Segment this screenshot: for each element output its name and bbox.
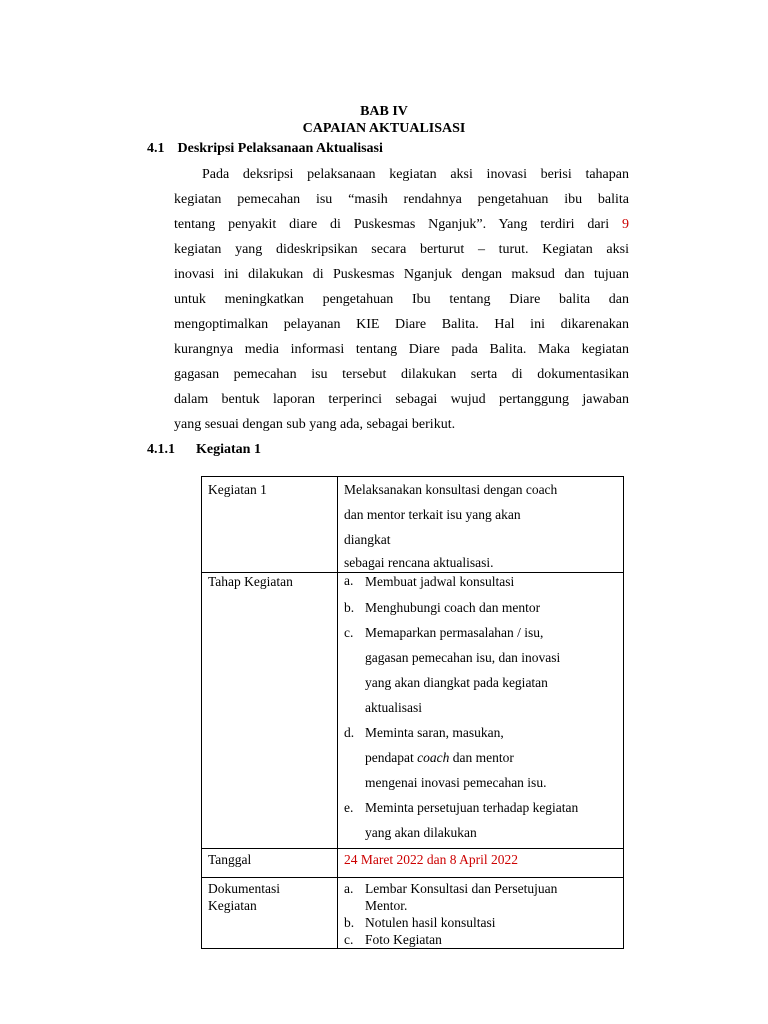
list-marker: b. [344,600,355,615]
list-text: mengenai inovasi pemecahan isu. [365,775,547,790]
list-marker: a. [344,881,354,896]
list-item [344,931,617,948]
activity-table [201,476,624,949]
list-marker: c. [344,625,354,640]
row-label: Tahap Kegiatan [208,574,293,589]
paragraph-line: dalam bentuk laporan terperinci sebagai wujud pertanggung jawaban [174,392,629,407]
list-marker: b. [344,915,355,930]
italic-coach: coach [417,750,450,765]
paragraph-line: kurangnya media informasi tentang Diare pada Balita. Maka kegiatan [174,342,629,357]
list-text: Lembar Konsultasi dan Persetujuan [365,881,558,896]
cell-line: dan mentor terkait isu yang akan [344,507,521,522]
cell-line: diangkat [344,532,391,547]
list-item [344,620,617,720]
list-text: Notulen hasil konsultasi [365,915,496,930]
row-value-cell [338,849,624,878]
row-label-cell [202,573,338,849]
list-text: Memaparkan permasalahan / isu, [365,625,544,640]
activity-count: 9 [622,217,629,232]
table-row [202,573,624,849]
list-item [344,573,617,595]
list-item [344,720,617,795]
list-item [344,880,617,914]
table-row [202,477,624,573]
row-label: Dokumentasi [208,881,280,896]
subsection-title: Kegiatan 1 [196,442,261,457]
paragraph-line: untuk meningkatkan pengetahuan Ibu tentang Diare balita dan [174,292,629,307]
row-label-cell [202,477,338,573]
list-text: gagasan pemecahan isu, dan inovasi [365,650,561,665]
section-number: 4.1 [147,141,165,156]
paragraph-line: kegiatan pemecahan isu “masih rendahnya pengetahuan ibu balita [174,192,629,207]
chapter-title: CAPAIAN AKTUALISASI [302,121,466,136]
list-text: Membuat jadwal konsultasi [365,574,515,589]
list-item [344,595,617,620]
paragraph-line: inovasi ini dilakukan di Puskesmas Nganjuk dengan maksud dan tujuan [174,267,629,282]
body-paragraph [174,162,629,437]
row-label-cell [202,878,338,949]
list-text: Menghubungi coach dan mentor [365,600,541,615]
row-value-cell [338,573,624,849]
list-text: pendapat coach dan mentor [365,750,514,765]
date-value: 24 Maret 2022 dan 8 April 2022 [344,852,518,867]
subsection-number: 4.1.1 [147,442,175,457]
table-row [202,849,624,878]
list-text: yang akan dilakukan [365,825,477,840]
cell-line: Melaksanakan konsultasi dengan coach [344,482,558,497]
list-text: Mentor. [365,898,408,913]
list-text: Meminta persetujuan terhadap kegiatan [365,800,579,815]
row-label: Kegiatan [208,898,257,913]
cell-line: sebagai rencana aktualisasi. [344,555,494,570]
list-item [344,795,617,848]
paragraph-line: yang sesuai dengan sub yang ada, sebagai berikut. [174,417,456,432]
section-heading [147,141,383,157]
subsection-heading [147,442,261,458]
list-text: Foto Kegiatan [365,932,442,947]
chapter-number: BAB IV [360,104,408,119]
row-value-cell [338,878,624,949]
row-value-cell [338,477,624,573]
paragraph-line: tentang penyakit diare di Puskesmas Nganjuk”. Yang terdiri dari 9 [174,217,629,232]
list-marker: e. [344,800,354,815]
paragraph-line: gagasan pemecahan isu tersebut dilakukan serta di dokumentasikan [174,367,629,382]
list-marker: a. [344,573,354,588]
list-text: yang akan diangkat pada kegiatan [365,675,548,690]
row-label: Kegiatan 1 [208,482,267,497]
list-marker: c. [344,932,354,947]
row-label: Tanggal [208,852,252,867]
list-text: Meminta saran, masukan, [365,725,504,740]
section-title: Deskripsi Pelaksanaan Aktualisasi [177,141,383,156]
list-text: aktualisasi [365,700,422,715]
paragraph-line: Pada deksripsi pelaksanaan kegiatan aksi inovasi berisi tahapan [202,167,629,182]
paragraph-line: mengoptimalkan pelayanan KIE Diare Balita. Hal ini dikarenakan [174,317,629,332]
list-marker: d. [344,725,355,740]
row-label-cell [202,849,338,878]
paragraph-line: kegiatan yang dideskripsikan secara berturut – turut. Kegiatan aksi [174,242,629,257]
table-row [202,878,624,949]
list-item [344,914,617,931]
